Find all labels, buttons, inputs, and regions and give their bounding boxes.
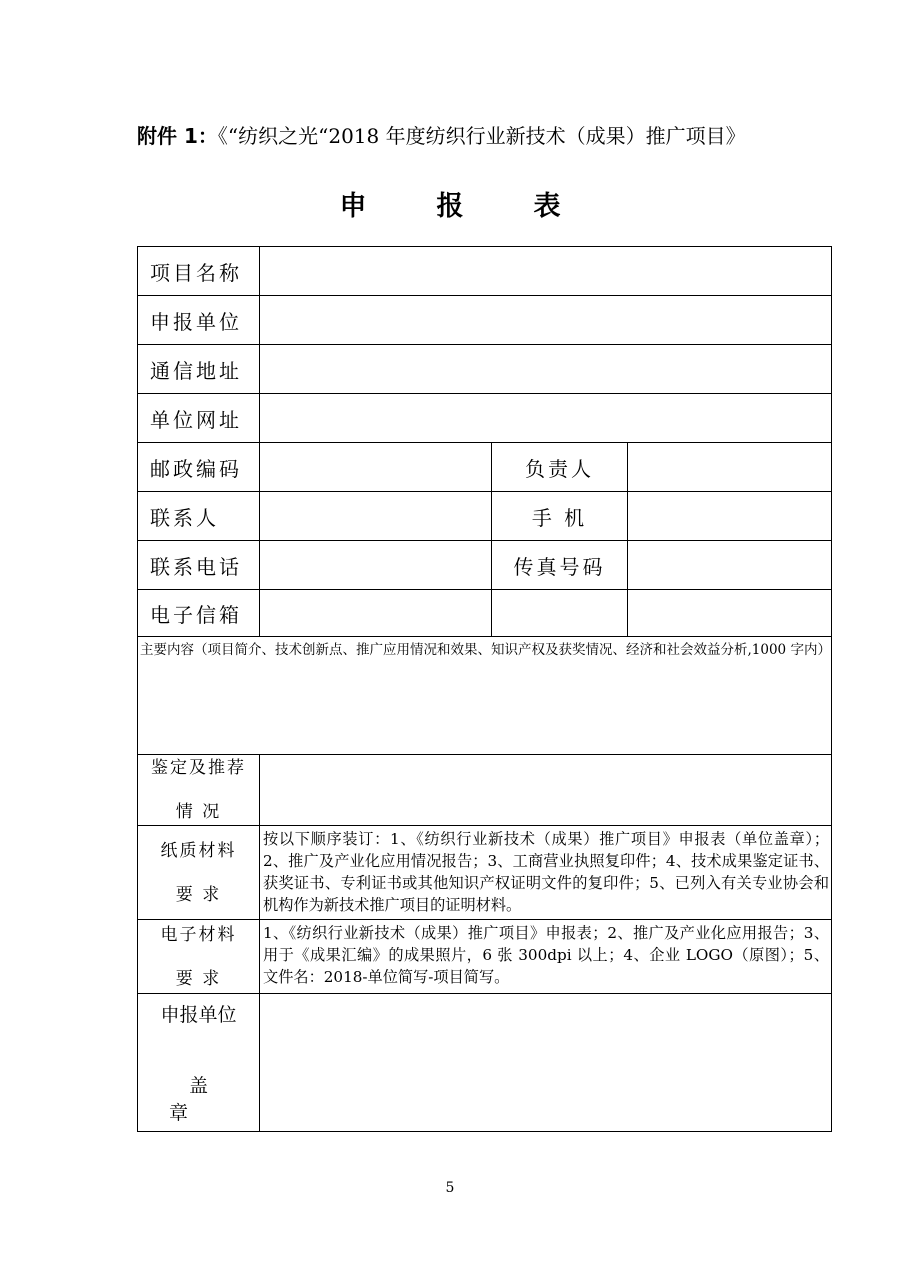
row-electronic-materials xyxy=(138,920,832,994)
project-name-field[interactable] xyxy=(260,247,832,296)
electronic-materials-requirements: 1、《纺织行业新技术（成果）推广项目》申报表；2、推广及产业化应用报告；3、用于《成果汇编》的成果照片，6 张 300dpi 以上；4、企业 LOGO（原图）；5、文件名：2018-单位简写-项目简写。 xyxy=(260,920,832,994)
row-appraisal xyxy=(138,755,832,826)
person-in-charge-field[interactable] xyxy=(628,443,832,492)
paper-materials-label xyxy=(138,826,260,920)
seal-label-line2: 盖章 xyxy=(168,1075,248,1124)
paper-materials-label-line1: 纸质材料 xyxy=(160,840,237,861)
row-paper-materials xyxy=(138,826,832,920)
row-postcode xyxy=(138,443,832,492)
fax-label: 传真号码 xyxy=(492,541,628,590)
fax-field[interactable] xyxy=(628,541,832,590)
contact-label: 联系人 xyxy=(138,492,260,541)
row-main-content xyxy=(138,637,832,755)
appraisal-field[interactable] xyxy=(260,755,832,826)
row-seal xyxy=(138,994,832,1132)
applicant-unit-field[interactable] xyxy=(260,296,832,345)
electronic-materials-label-line2: 要 求 xyxy=(175,968,222,989)
document-heading xyxy=(137,120,746,149)
page-number: 5 xyxy=(445,1180,455,1196)
row-email xyxy=(138,590,832,637)
person-in-charge-label: 负责人 xyxy=(492,443,628,492)
row-phone xyxy=(138,541,832,590)
electronic-materials-label xyxy=(138,920,260,994)
applicant-unit-label: 申报单位 xyxy=(138,296,260,345)
seal-field[interactable] xyxy=(260,994,832,1132)
document-title: 《“纺织之光“2018 年度纺织行业新技术（成果）推广项目》 xyxy=(217,124,746,148)
paper-materials-label-line2: 要 求 xyxy=(175,884,222,905)
address-field[interactable] xyxy=(260,345,832,394)
phone-field[interactable] xyxy=(260,541,492,590)
mobile-label: 手 机 xyxy=(492,492,628,541)
email-field[interactable] xyxy=(260,590,492,637)
mobile-field[interactable] xyxy=(628,492,832,541)
website-field[interactable] xyxy=(260,394,832,443)
seal-label-line1: 申报单位 xyxy=(160,1004,237,1026)
contact-field[interactable] xyxy=(260,492,492,541)
row-applicant-unit xyxy=(138,296,832,345)
postcode-label: 邮政编码 xyxy=(138,443,260,492)
website-label: 单位网址 xyxy=(138,394,260,443)
email-extra-cell-2[interactable] xyxy=(628,590,832,637)
appraisal-label-line1: 鉴定及推荐 xyxy=(151,758,246,778)
phone-label: 联系电话 xyxy=(138,541,260,590)
address-label: 通信地址 xyxy=(138,345,260,394)
appraisal-label xyxy=(138,755,260,826)
row-contact xyxy=(138,492,832,541)
email-extra-cell-1[interactable] xyxy=(492,590,628,637)
project-name-label: 项目名称 xyxy=(138,247,260,296)
form-title: 申报表 xyxy=(339,191,631,222)
row-project-name xyxy=(138,247,832,296)
row-website xyxy=(138,394,832,443)
postcode-field[interactable] xyxy=(260,443,492,492)
paper-materials-requirements: 按以下顺序装订：1、《纺织行业新技术（成果）推广项目》申报表（单位盖章）；2、推广及产业化应用情况报告；3、工商营业执照复印件；4、技术成果鉴定证书、获奖证书、专利证书或其他知识产权证明文件的复印件；5、已列入有关专业协会和机构作为新技术推广项目的证明材料。 xyxy=(260,826,832,920)
row-address xyxy=(138,345,832,394)
attachment-label: 附件 1： xyxy=(137,124,218,148)
application-form-table xyxy=(137,246,832,1132)
electronic-materials-label-line1: 电子材料 xyxy=(160,924,237,945)
main-content-field[interactable]: 主要内容（项目简介、技术创新点、推广应用情况和效果、知识产权及获奖情况、经济和社会效益分析,1000 字内） xyxy=(138,637,832,755)
appraisal-label-line2: 情 况 xyxy=(175,802,222,822)
email-label: 电子信箱 xyxy=(138,590,260,637)
seal-label xyxy=(138,994,260,1132)
